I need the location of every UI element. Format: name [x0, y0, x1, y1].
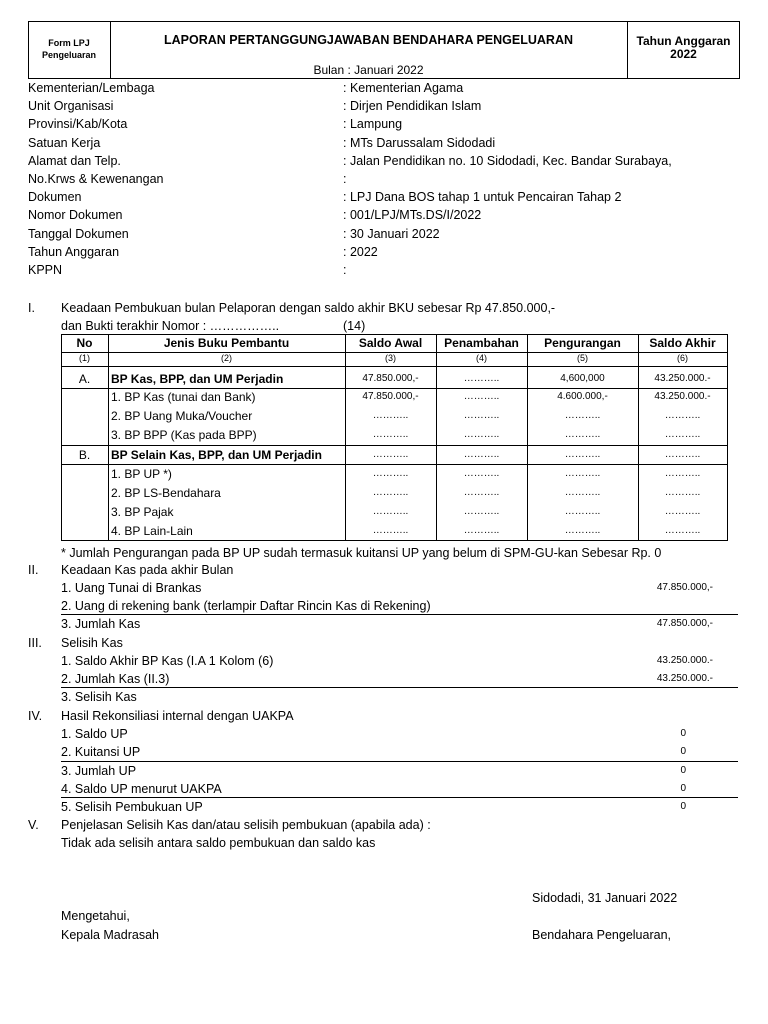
section-item-value: 43.250.000.- [656, 655, 713, 666]
table-cell-value: ……….. [463, 449, 500, 460]
section1-line2-number: (14) [343, 319, 366, 333]
table-cell-value: ……….. [664, 487, 701, 498]
section3-number: III. [28, 636, 42, 650]
table-cell-value: ……….. [463, 429, 500, 440]
table-cell-name: 1. BP UP *) [111, 467, 172, 481]
table-cell-value: ……….. [372, 525, 409, 536]
table-col-line [108, 334, 109, 540]
section2-title: Keadaan Kas pada akhir Bulan [61, 563, 234, 577]
info-label: Nomor Dokumen [28, 208, 123, 223]
table-cell-value: ……….. [664, 429, 701, 440]
sum-line [61, 687, 738, 688]
section-item-label: 2. Kuitansi UP [61, 745, 141, 759]
table-cell-value: 43.250.000.- [654, 373, 711, 384]
table-cell-value: ……….. [372, 429, 409, 440]
table-cell-value: ……….. [664, 410, 701, 421]
section-item-label: 2. Jumlah Kas (II.3) [61, 672, 170, 686]
table-cell-name: 4. BP Lain-Lain [111, 524, 193, 538]
info-label: Tahun Anggaran [28, 244, 120, 259]
section-item-value: 47.850.000,- [656, 618, 713, 629]
section5-title: Penjelasan Selisih Kas dan/atau selisih pembukuan (apabila ada) : [61, 818, 431, 832]
table-cell-value: ……….. [564, 506, 601, 517]
info-label: Satuan Kerja [28, 135, 101, 150]
table-cell-value: ……….. [463, 506, 500, 517]
table-row-line [61, 464, 727, 465]
table-cell-value: ……….. [372, 410, 409, 421]
section-item-label: 5. Selisih Pembukuan UP [61, 800, 203, 814]
section-item-label: 3. Jumlah UP [61, 764, 137, 778]
info-value: : Dirjen Pendidikan Islam [343, 99, 482, 114]
section-item-label: 3. Selisih Kas [61, 690, 137, 704]
fiscal-year-value: 2022 [670, 47, 697, 61]
table-cell-value: ……….. [463, 525, 500, 536]
table-row-line [61, 366, 727, 367]
info-value: : MTs Darussalam Sidodadi [343, 135, 496, 150]
section-item-value: 0 [680, 783, 686, 794]
info-value: : 001/LPJ/MTs.DS/I/2022 [343, 208, 482, 223]
table-cell-value: ……….. [564, 410, 601, 421]
table-cell-value: ……….. [564, 525, 601, 536]
section-item-label: 1. Uang Tunai di Brankas [61, 581, 202, 595]
table-header-cell: Saldo Akhir [649, 336, 716, 350]
section1-line2: dan Bukti terakhir Nomor : …………….. [61, 319, 280, 333]
section-item-label: 1. Saldo UP [61, 727, 128, 741]
report-month: Bulan : Januari 2022 [313, 63, 424, 77]
table-cell-value: ……….. [372, 468, 409, 479]
table-cell-value: ……….. [463, 410, 500, 421]
info-value: : [343, 263, 347, 277]
section1-line1: Keadaan Pembukuan bulan Pelaporan dengan saldo akhir BKU sebesar Rp 47.850.000,- [61, 301, 556, 315]
info-label: No.Krws & Kewenangan [28, 172, 164, 186]
form-label [28, 37, 110, 61]
table-cell-value: ……….. [463, 468, 500, 479]
table-subheader-cell: (5) [577, 353, 588, 363]
table-cell-value: 47.850.000,- [362, 391, 419, 402]
info-label: Tanggal Dokumen [28, 226, 129, 241]
info-value: : 2022 [343, 244, 378, 259]
table-cell-value: ……….. [564, 429, 601, 440]
table-header-cell: No [76, 336, 93, 350]
section4-number: IV. [28, 709, 43, 723]
info-value: : 30 Januari 2022 [343, 226, 440, 241]
table-cell-value: ……….. [564, 468, 601, 479]
table-cell-name: 3. BP BPP (Kas pada BPP) [111, 428, 257, 442]
table-cell-value: 43.250.000.- [654, 391, 711, 402]
table-cell-name: BP Kas, BPP, dan UM Perjadin [111, 372, 284, 386]
table-cell-value: ……….. [664, 525, 701, 536]
fiscal-year-label: Tahun Anggaran [636, 34, 731, 48]
table-cell-value: ……….. [372, 449, 409, 460]
info-value: : [343, 172, 347, 186]
info-label: Provinsi/Kab/Kota [28, 117, 128, 132]
table-cell-value: ……….. [664, 468, 701, 479]
signature-headmaster: Kepala Madrasah [61, 928, 159, 942]
table-row-line [61, 388, 727, 389]
fiscal-year [627, 35, 740, 61]
section2-number: II. [28, 563, 39, 577]
table-cell-value: ……….. [664, 449, 701, 460]
table-header-cell: Saldo Awal [358, 336, 423, 350]
info-value: : Jalan Pendidikan no. 10 Sidodadi, Kec. Bandar Surabaya, [343, 153, 672, 168]
table-cell-value: ……….. [664, 506, 701, 517]
table-cell-value: ……….. [463, 487, 500, 498]
table-cell-value: ……….. [564, 487, 601, 498]
section5-number: V. [28, 818, 39, 832]
table-cell-name: 2. BP LS-Bendahara [111, 486, 221, 500]
table-cell-name: BP Selain Kas, BPP, dan UM Perjadin [111, 448, 322, 462]
info-value: : Lampung [343, 117, 403, 132]
table-cell-value: 47.850.000,- [362, 373, 419, 384]
table-cell-no: B. [78, 448, 91, 462]
table-cell-value: ……….. [372, 506, 409, 517]
table-cell-value: ……….. [463, 373, 500, 384]
form-label-line-2: Pengeluaran [41, 50, 97, 60]
section-item-value: 0 [680, 801, 686, 812]
section3-title: Selisih Kas [61, 636, 123, 650]
table-cell-no: A. [78, 372, 91, 386]
signature-treasurer: Bendahara Pengeluaran, [532, 928, 672, 942]
section-item-value: 0 [680, 765, 686, 776]
section-item-label: 4. Saldo UP menurut UAKPA [61, 782, 222, 796]
section-item-value: 43.250.000.- [656, 673, 713, 684]
section-item-value: 0 [680, 746, 686, 757]
signature-acknowledge: Mengetahui, [61, 909, 130, 923]
table-cell-value: ……….. [372, 487, 409, 498]
sum-line [61, 761, 738, 762]
info-label: KPPN [28, 263, 63, 277]
table-subheader-cell: (1) [79, 353, 90, 363]
section4-title: Hasil Rekonsiliasi internal dengan UAKPA [61, 709, 294, 723]
table-cell-name: 2. BP Uang Muka/Voucher [111, 409, 253, 423]
table-cell-name: 3. BP Pajak [111, 505, 174, 519]
table-cell-value: ……….. [564, 449, 601, 460]
signature-place-date: Sidodadi, 31 Januari 2022 [532, 891, 678, 905]
table-cell-name: 1. BP Kas (tunai dan Bank) [111, 390, 256, 404]
section-item-label: 3. Jumlah Kas [61, 617, 141, 631]
table-subheader-cell: (3) [385, 353, 396, 363]
form-label-line-1: Form LPJ [48, 38, 90, 48]
section5-text: Tidak ada selisih antara saldo pembukuan dan saldo kas [61, 836, 376, 850]
table-cell-value: ……….. [463, 391, 500, 402]
info-value: : LPJ Dana BOS tahap 1 untuk Pencairan Tahap 2 [343, 190, 622, 205]
table-header-cell: Penambahan [444, 336, 519, 350]
section-item-label: 1. Saldo Akhir BP Kas (I.A 1 Kolom (6) [61, 654, 274, 668]
table-header-cell: Jenis Buku Pembantu [163, 336, 290, 350]
table-header-cell: Pengurangan [544, 336, 621, 350]
sum-line [61, 797, 738, 798]
section-item-value: 0 [680, 728, 686, 739]
table-footnote: * Jumlah Pengurangan pada BP UP sudah termasuk kuitansi UP yang belum di SPM-GU-kan Sebesar Rp. 0 [61, 546, 662, 560]
info-label: Unit Organisasi [28, 99, 114, 114]
sum-line [61, 614, 738, 615]
info-label: Kementerian/Lembaga [28, 81, 155, 95]
table-subheader-cell: (4) [476, 353, 487, 363]
section-item-value: 47.850.000,- [656, 582, 713, 593]
table-subheader-cell: (2) [221, 353, 232, 363]
section-item-label: 2. Uang di rekening bank (terlampir Daftar Rincin Kas di Rekening) [61, 599, 431, 613]
info-value: : Kementerian Agama [343, 81, 464, 95]
section1-number: I. [28, 301, 35, 315]
table-cell-value: 4,600,000 [560, 373, 605, 384]
table-subheader-cell: (6) [677, 353, 688, 363]
info-label: Alamat dan Telp. [28, 153, 121, 168]
info-label: Dokumen [28, 190, 82, 205]
table-cell-value: 4.600.000,- [557, 391, 608, 402]
table-row-line [61, 445, 727, 446]
report-title: LAPORAN PERTANGGUNGJAWABAN BENDAHARA PENGELUARAN [163, 33, 574, 47]
